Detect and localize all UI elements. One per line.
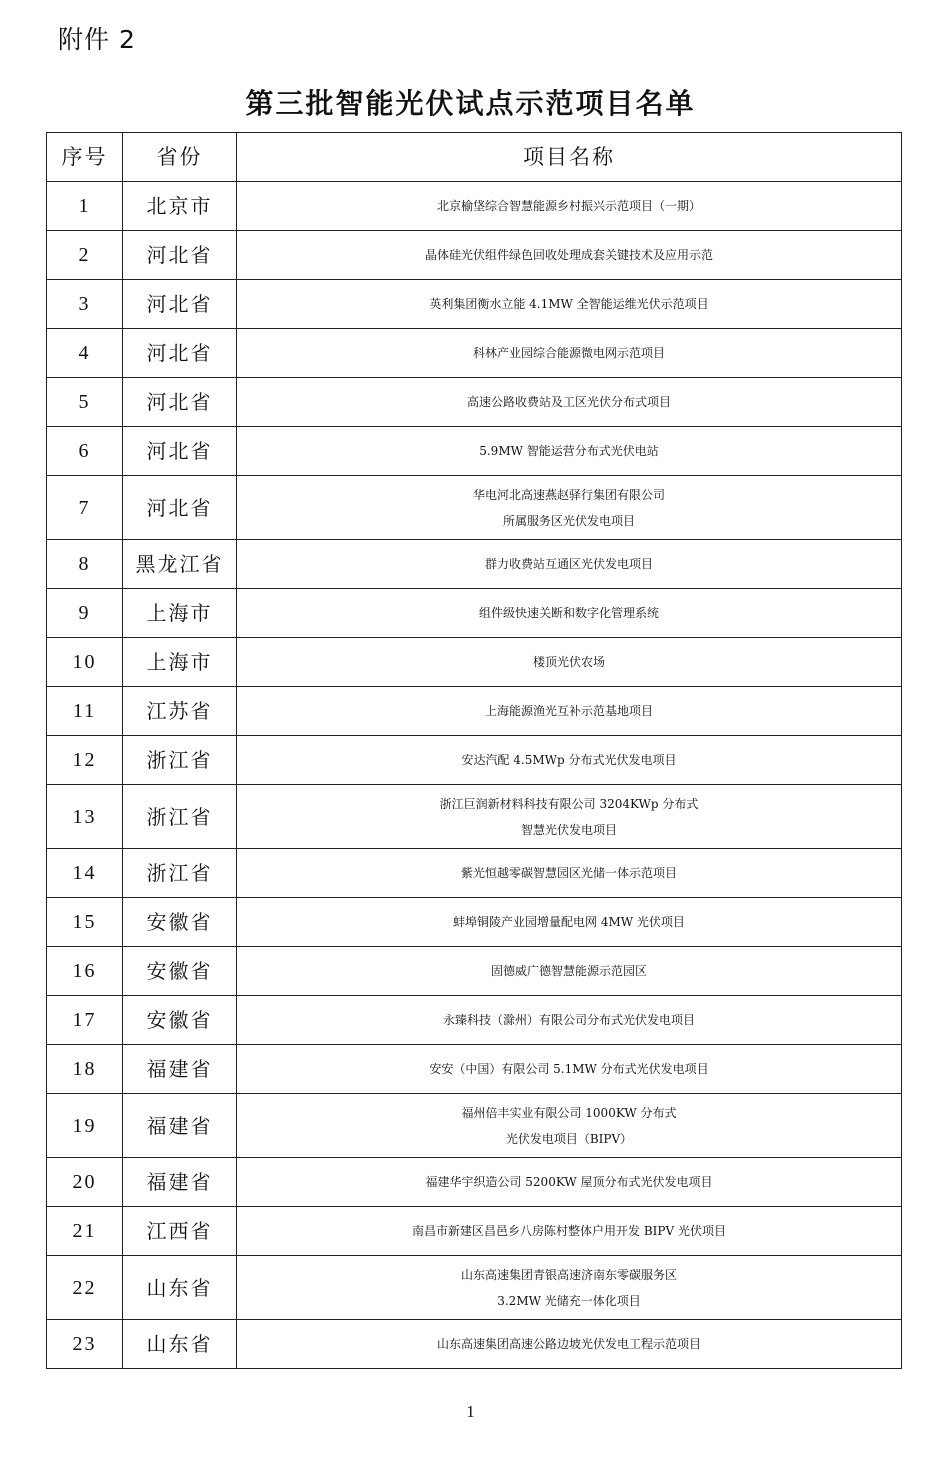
row-number: 20 (47, 1158, 123, 1207)
table-row (47, 182, 902, 231)
project-name-line: 科林产业园综合能源微电网示范项目 (472, 346, 665, 360)
row-number: 6 (47, 427, 123, 476)
row-province: 上海市 (123, 589, 237, 638)
project-name-line: 福州倍丰实业有限公司 1000KW 分布式 (461, 1105, 677, 1120)
row-province: 河北省 (123, 280, 237, 329)
row-project-name (237, 589, 902, 638)
table-row (47, 1094, 902, 1158)
row-province: 上海市 (123, 638, 237, 687)
row-number: 7 (47, 476, 123, 540)
row-project-name (237, 280, 902, 329)
table-row (47, 898, 902, 947)
project-name-line: 安达汽配 4.5MWp 分布式光伏发电项目 (461, 753, 677, 767)
project-name-line: 紫光恒越零碳智慧园区光储一体示范项目 (460, 866, 677, 880)
project-name-line: 晶体硅光伏组件绿色回收处理成套关键技术及应用示范 (424, 248, 713, 262)
row-province: 福建省 (123, 1045, 237, 1094)
row-project-name (237, 898, 902, 947)
table-row (47, 427, 902, 476)
project-name-line: 浙江巨润新材料科技有限公司 3204KWp 分布式 (439, 796, 699, 811)
project-name-line: 山东高速集团青银高速济南东零碳服务区 (460, 1267, 677, 1282)
table-row (47, 1320, 902, 1369)
row-project-name (237, 329, 902, 378)
row-province: 河北省 (123, 329, 237, 378)
row-province: 福建省 (123, 1158, 237, 1207)
row-number: 8 (47, 540, 123, 589)
row-number: 18 (47, 1045, 123, 1094)
row-number: 9 (47, 589, 123, 638)
project-name-line: 上海能源渔光互补示范基地项目 (484, 704, 653, 718)
project-name-line: 永臻科技（滁州）有限公司分布式光伏发电项目 (442, 1013, 695, 1027)
table-row (47, 1045, 902, 1094)
page-number: 1 (466, 1402, 475, 1421)
project-name-line: 所属服务区光伏发电项目 (502, 513, 635, 528)
row-project-name (237, 736, 902, 785)
project-name-line: 群力收费站互通区光伏发电项目 (484, 557, 653, 571)
row-project-name (237, 1207, 902, 1256)
project-name-line: 3.2MW 光储充一体化项目 (497, 1293, 641, 1308)
project-name-line: 楼顶光伏农场 (532, 655, 605, 669)
row-province: 江苏省 (123, 687, 237, 736)
row-province: 黑龙江省 (123, 540, 237, 589)
row-number: 3 (47, 280, 123, 329)
project-name-line: 英利集团衡水立能 4.1MW 全智能运维光伏示范项目 (429, 297, 709, 311)
table-row (47, 589, 902, 638)
project-name-line: 组件级快速关断和数字化管理系统 (478, 606, 659, 620)
table-row (47, 280, 902, 329)
row-province: 浙江省 (123, 785, 237, 849)
column-header-project-name: 项目名称 (237, 133, 902, 182)
table-row (47, 378, 902, 427)
row-project-name (237, 1320, 902, 1369)
project-name-line: 山东高速集团高速公路边坡光伏发电工程示范项目 (436, 1337, 701, 1351)
row-project-name (237, 947, 902, 996)
row-number: 10 (47, 638, 123, 687)
row-number: 23 (47, 1320, 123, 1369)
row-province: 河北省 (123, 427, 237, 476)
table-row (47, 996, 902, 1045)
row-number: 14 (47, 849, 123, 898)
project-name-line: 蚌埠铜陵产业园增量配电网 4MW 光伏项目 (453, 915, 685, 929)
table-row (47, 849, 902, 898)
row-number: 2 (47, 231, 123, 280)
table-row (47, 540, 902, 589)
row-number: 21 (47, 1207, 123, 1256)
column-header-number: 序号 (47, 133, 123, 182)
row-number: 1 (47, 182, 123, 231)
table-row (47, 231, 902, 280)
table-body (47, 182, 902, 1369)
row-project-name (237, 540, 902, 589)
table-row (47, 687, 902, 736)
row-project-name (237, 785, 902, 849)
row-project-name (237, 1045, 902, 1094)
row-project-name (237, 687, 902, 736)
row-project-name (237, 1256, 902, 1320)
row-project-name (237, 1158, 902, 1207)
table-row (47, 1256, 902, 1320)
row-number: 16 (47, 947, 123, 996)
document-title: 第三批智能光伏试点示范项目名单 (245, 87, 696, 120)
project-name-line: 北京榆垡综合智慧能源乡村振兴示范项目（一期） (436, 199, 701, 213)
project-name-line: 5.9MW 智能运营分布式光伏电站 (479, 444, 659, 458)
table-row (47, 736, 902, 785)
attachment-label: 附件 2 (58, 25, 136, 54)
row-project-name (237, 476, 902, 540)
table-row (47, 1158, 902, 1207)
row-province: 山东省 (123, 1320, 237, 1369)
row-province: 山东省 (123, 1256, 237, 1320)
row-province: 浙江省 (123, 849, 237, 898)
row-province: 安徽省 (123, 947, 237, 996)
project-name-line: 福建华宇织造公司 5200KW 屋顶分布式光伏发电项目 (425, 1175, 713, 1189)
table-row (47, 329, 902, 378)
table-row (47, 947, 902, 996)
row-number: 19 (47, 1094, 123, 1158)
row-project-name (237, 1094, 902, 1158)
table-row (47, 785, 902, 849)
row-province: 河北省 (123, 476, 237, 540)
project-name-line: 高速公路收费站及工区光伏分布式项目 (466, 395, 671, 409)
row-number: 4 (47, 329, 123, 378)
project-list-table (46, 132, 902, 1369)
row-number: 22 (47, 1256, 123, 1320)
row-number: 17 (47, 996, 123, 1045)
row-project-name (237, 231, 902, 280)
row-province: 河北省 (123, 378, 237, 427)
row-project-name (237, 427, 902, 476)
row-number: 15 (47, 898, 123, 947)
table-row (47, 476, 902, 540)
row-number: 13 (47, 785, 123, 849)
project-name-line: 南昌市新建区昌邑乡八房陈村整体户用开发 BIPV 光伏项目 (412, 1224, 726, 1238)
row-province: 福建省 (123, 1094, 237, 1158)
table-row (47, 638, 902, 687)
project-name-line: 光伏发电项目（BIPV） (505, 1131, 633, 1146)
column-header-province: 省份 (123, 133, 237, 182)
row-project-name (237, 996, 902, 1045)
row-province: 安徽省 (123, 996, 237, 1045)
row-project-name (237, 378, 902, 427)
project-name-line: 固德威广德智慧能源示范园区 (490, 964, 647, 978)
row-project-name (237, 182, 902, 231)
row-province: 北京市 (123, 182, 237, 231)
row-project-name (237, 638, 902, 687)
row-project-name (237, 849, 902, 898)
row-province: 安徽省 (123, 898, 237, 947)
row-number: 11 (47, 687, 123, 736)
row-province: 浙江省 (123, 736, 237, 785)
row-number: 5 (47, 378, 123, 427)
row-number: 12 (47, 736, 123, 785)
project-name-line: 华电河北高速燕赵驿行集团有限公司 (472, 487, 665, 502)
table-header-row (47, 133, 902, 182)
row-province: 江西省 (123, 1207, 237, 1256)
row-province: 河北省 (123, 231, 237, 280)
table-row (47, 1207, 902, 1256)
project-name-line: 智慧光伏发电项目 (520, 822, 617, 837)
project-name-line: 安安（中国）有限公司 5.1MW 分布式光伏发电项目 (429, 1062, 709, 1076)
